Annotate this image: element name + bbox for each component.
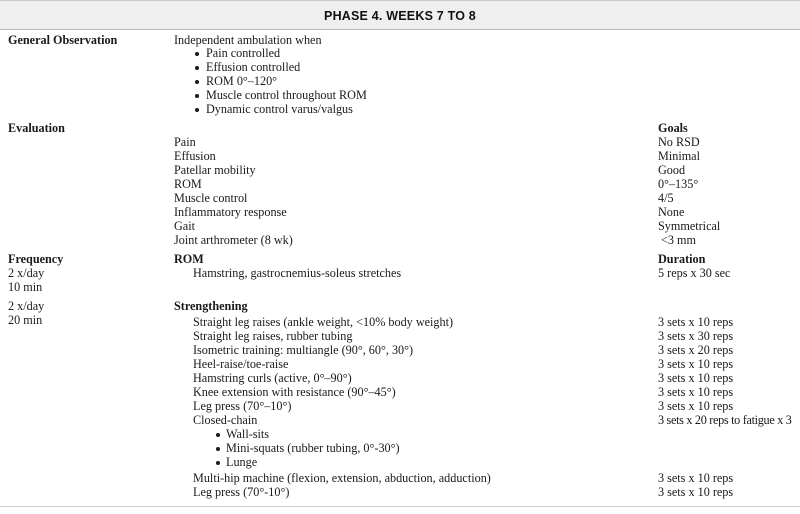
rom-heading: ROM	[174, 252, 204, 266]
rom-time: 10 min	[8, 280, 43, 294]
evaluation-goal: 4/5	[658, 191, 674, 205]
strengthening-frequency: 2 x/day	[8, 299, 45, 313]
strengthening-dose: 3 sets x 10 reps	[658, 399, 734, 413]
goals-heading: Goals	[658, 121, 688, 135]
general-bullet: ROM 0°–120°	[206, 74, 278, 88]
bullet-icon	[216, 461, 220, 465]
strengthening-item: Leg press (70°-10°)	[193, 485, 290, 499]
evaluation-item: Joint arthrometer (8 wk)	[174, 233, 293, 247]
evaluation-goal: Minimal	[658, 149, 700, 163]
evaluation-item: Patellar mobility	[174, 163, 256, 177]
bullet-icon	[195, 52, 199, 56]
strengthening-item: Heel-raise/toe-raise	[193, 357, 289, 371]
closed-chain-bullet: Lunge	[226, 455, 258, 469]
strengthening-dose: 3 sets x 30 reps	[658, 329, 734, 343]
evaluation-goal: <3 mm	[661, 233, 696, 247]
bullet-icon	[195, 80, 199, 84]
strengthening-item: Leg press (70°–10°)	[193, 399, 292, 413]
bullet-icon	[195, 94, 199, 98]
frequency-heading: Frequency	[8, 252, 64, 266]
closed-chain-bullet: Wall-sits	[226, 427, 270, 441]
evaluation-heading: Evaluation	[8, 121, 65, 135]
evaluation-item: Inflammatory response	[174, 205, 287, 219]
bottom-divider	[0, 506, 800, 507]
rom-frequency: 2 x/day	[8, 266, 45, 280]
evaluation-item: ROM	[174, 177, 202, 191]
evaluation-item: Pain	[174, 135, 196, 149]
general-bullet: Dynamic control varus/valgus	[206, 102, 353, 116]
rom-duration: 5 reps x 30 sec	[658, 266, 731, 280]
strengthening-dose: 3 sets x 10 reps	[658, 471, 734, 485]
general-bullet: Muscle control throughout ROM	[206, 88, 367, 102]
strengthening-item: Closed-chain	[193, 413, 258, 427]
strengthening-item: Straight leg raises (ankle weight, <10% body weight)	[193, 315, 454, 329]
general-observation-intro: Independent ambulation when	[174, 33, 322, 47]
bullet-icon	[216, 433, 220, 437]
strengthening-dose: 3 sets x 20 reps	[658, 343, 734, 357]
strengthening-heading: Strengthening	[174, 299, 248, 313]
bullet-icon	[216, 447, 220, 451]
table-title: PHASE 4. WEEKS 7 TO 8	[324, 9, 476, 23]
strengthening-item: Hamstring curls (active, 0°–90°)	[193, 371, 352, 385]
strengthening-dose: 3 sets x 10 reps	[658, 385, 734, 399]
evaluation-item: Gait	[174, 219, 195, 233]
table-header	[0, 0, 800, 30]
strengthening-dose: 3 sets x 20 reps to fatigue x 3	[658, 413, 792, 427]
general-bullet: Pain controlled	[206, 46, 281, 60]
bullet-icon	[195, 66, 199, 70]
evaluation-item: Effusion	[174, 149, 216, 163]
evaluation-goal: Symmetrical	[658, 219, 721, 233]
strengthening-item: Straight leg raises, rubber tubing	[193, 329, 353, 343]
strengthening-dose: 3 sets x 10 reps	[658, 315, 734, 329]
evaluation-item: Muscle control	[174, 191, 248, 205]
evaluation-goal: Good	[658, 163, 686, 177]
evaluation-goal: No RSD	[658, 135, 700, 149]
general-observation-heading: General Observation	[8, 33, 118, 47]
rom-item: Hamstring, gastrocnemius-soleus stretches	[193, 266, 402, 280]
closed-chain-bullet: Mini-squats (rubber tubing, 0°-30°)	[226, 441, 400, 455]
strengthening-item: Isometric training: multiangle (90°, 60°, 30°)	[193, 343, 414, 357]
bullet-icon	[195, 108, 199, 112]
duration-heading: Duration	[658, 252, 706, 266]
evaluation-goal: 0°–135°	[658, 177, 699, 191]
strengthening-item: Knee extension with resistance (90°–45°)	[193, 385, 396, 399]
strengthening-dose: 3 sets x 10 reps	[658, 357, 734, 371]
evaluation-goal: None	[658, 205, 685, 219]
strengthening-time: 20 min	[8, 313, 43, 327]
strengthening-dose: 3 sets x 10 reps	[658, 485, 734, 499]
strengthening-item: Multi-hip machine (flexion, extension, abduction, adduction)	[193, 471, 491, 485]
general-bullet: Effusion controlled	[206, 60, 301, 74]
strengthening-dose: 3 sets x 10 reps	[658, 371, 734, 385]
